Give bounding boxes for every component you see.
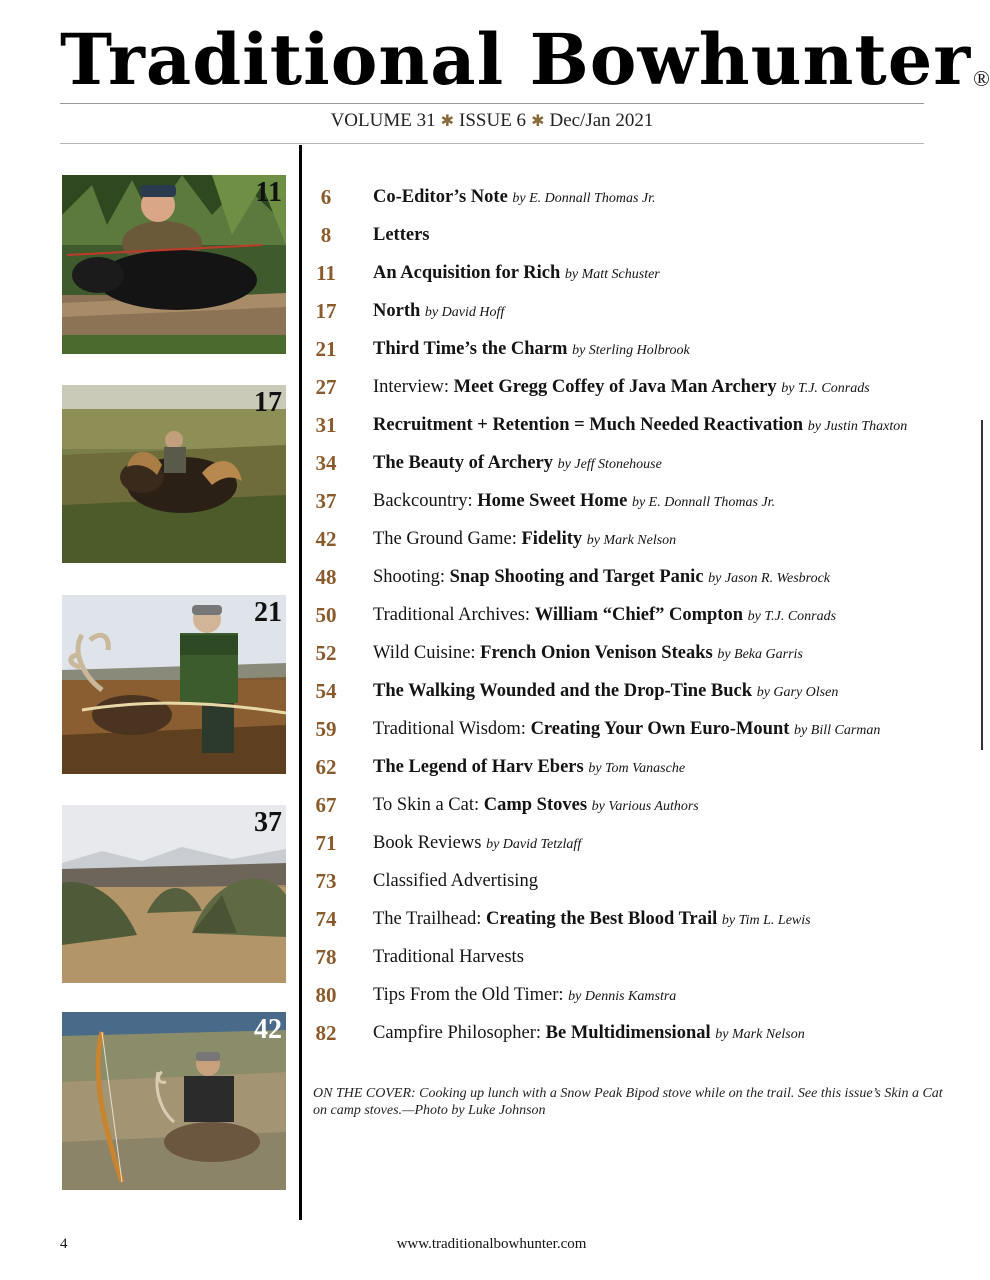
thumbnail-page-number: 11 [255, 177, 282, 208]
toc-title: Creating Your Own Euro-Mount [530, 719, 790, 739]
thumbnail-photo-mule-deer[interactable] [62, 1012, 286, 1190]
toc-entry[interactable] [311, 335, 961, 365]
toc-entry[interactable] [311, 791, 961, 821]
toc-page-number: 31 [315, 413, 337, 437]
toc-page-number: 6 [320, 185, 332, 209]
toc-page-number: 42 [315, 527, 337, 551]
toc-entry[interactable] [311, 753, 961, 783]
toc-department: To Skin a Cat: [373, 795, 484, 815]
toc-title: Home Sweet Home [477, 491, 628, 511]
toc-page-number: 78 [315, 945, 337, 969]
tents-photo-icon [62, 805, 286, 983]
toc-entry[interactable] [311, 297, 961, 327]
toc-title: Third Time’s the Charm [373, 339, 568, 359]
toc-page-number: 82 [315, 1021, 337, 1045]
toc-title: The Walking Wounded and the Drop-Tine Buck [373, 681, 753, 701]
toc-page-number: 17 [315, 299, 337, 323]
toc-byline: by Mark Nelson [586, 533, 677, 548]
toc-text [373, 263, 660, 284]
toc-title: An Acquisition for Rich [373, 263, 561, 283]
toc-page-number: 21 [315, 337, 337, 361]
toc-text [373, 491, 775, 512]
toc-entry[interactable] [311, 905, 961, 935]
masthead-rule [60, 103, 924, 104]
page-number: 4 [60, 1236, 68, 1252]
toc-byline: by E. Donnall Thomas Jr. [631, 495, 776, 510]
toc-title: French Onion Venison Steaks [480, 643, 713, 663]
page-edge-mark [981, 420, 983, 750]
toc-byline: by T.J. Conrads [781, 381, 870, 396]
toc-byline: by Jason R. Wesbrock [708, 571, 830, 586]
toc-department: The Trailhead: [373, 909, 487, 929]
toc-entry[interactable] [311, 525, 961, 555]
toc-department: Traditional Archives: [373, 605, 535, 625]
toc-department: Classified Advertising [373, 871, 538, 891]
toc-text [373, 909, 811, 930]
toc-page-number: 34 [315, 451, 337, 475]
toc-entry[interactable] [311, 487, 961, 517]
toc-byline: by Mark Nelson [715, 1027, 805, 1042]
toc-text [373, 757, 685, 778]
toc-department: Backcountry: [373, 491, 478, 511]
toc-entry[interactable] [311, 715, 961, 745]
thumbnail-photo-moose[interactable] [62, 385, 286, 563]
toc-entry[interactable] [311, 601, 961, 631]
toc-entry[interactable] [311, 829, 961, 859]
toc-entry[interactable] [311, 867, 961, 897]
toc-byline: by Tim L. Lewis [721, 913, 811, 928]
toc-text [373, 529, 676, 550]
toc-byline: by David Hoff [424, 305, 505, 320]
toc-text [373, 871, 538, 892]
toc-page-number: 27 [315, 375, 337, 399]
toc-byline: by Sterling Holbrook [572, 343, 690, 358]
thumbnail-page-number: 42 [254, 1014, 282, 1045]
toc-entry[interactable] [311, 639, 961, 669]
toc-entry[interactable] [311, 677, 961, 707]
toc-department: Traditional Harvests [373, 947, 524, 967]
toc-text [373, 643, 803, 664]
toc-title: Letters [373, 225, 430, 245]
issue-label: ISSUE 6 [459, 110, 527, 131]
thumbnail-page-number: 21 [254, 597, 282, 628]
toc-title: Be Multidimensional [545, 1023, 711, 1043]
thumbnail-photo-tents[interactable] [62, 805, 286, 983]
toc-department: The Ground Game: [373, 529, 522, 549]
toc-entry[interactable] [311, 259, 961, 289]
toc-text [373, 415, 907, 436]
toc-page-number: 48 [315, 565, 337, 589]
column-divider [299, 145, 302, 1220]
toc-byline: by Tom Vanasche [588, 761, 686, 776]
toc-department: Shooting: [373, 567, 450, 587]
toc-entry[interactable] [311, 411, 961, 441]
toc-entry[interactable] [311, 183, 961, 213]
toc-byline: by Jeff Stonehouse [557, 457, 662, 472]
toc-text [373, 605, 836, 626]
toc-title: Camp Stoves [483, 795, 588, 815]
thumbnail-photo-hog[interactable] [62, 175, 286, 354]
toc-entry[interactable] [311, 1019, 961, 1049]
toc-page-number: 71 [315, 831, 337, 855]
toc-department: Tips From the Old Timer: [373, 985, 569, 1005]
toc-page-number: 50 [315, 603, 337, 627]
toc-page-number: 52 [315, 641, 337, 665]
toc-entry[interactable] [311, 449, 961, 479]
registered-mark: ® [973, 66, 990, 91]
toc-byline: by Gary Olsen [756, 685, 839, 700]
toc-title: Co-Editor’s Note [373, 187, 508, 207]
moose-photo-icon [62, 385, 286, 563]
toc-entry[interactable] [311, 373, 961, 403]
toc-page-number: 73 [315, 869, 337, 893]
toc-byline: by Justin Thaxton [807, 419, 908, 434]
toc-text [373, 453, 662, 474]
toc-page-number: 74 [315, 907, 337, 931]
thumbnail-page-number: 17 [254, 387, 282, 418]
toc-entry[interactable] [311, 981, 961, 1011]
toc-entry[interactable] [311, 221, 961, 251]
toc-text [373, 947, 524, 968]
issue-rule [60, 143, 924, 144]
toc-title: Meet Gregg Coffey of Java Man Archery [453, 377, 777, 397]
toc-department: Book Reviews [373, 833, 487, 853]
toc-byline: by T.J. Conrads [747, 609, 837, 624]
toc-text [373, 567, 830, 588]
toc-page-number: 37 [315, 489, 337, 513]
toc-byline: by Various Authors [591, 799, 699, 814]
toc-title: North [373, 301, 421, 321]
toc-title: Snap Shooting and Target Panic [449, 567, 704, 587]
cover-note: ON THE COVER: Cooking up lunch with a Snow Peak Bipod stove while on the trail. See this issue’s Skin a Cat on camp stoves.—Photo by Luke Johnson [313, 1086, 943, 1118]
toc-byline: by Matt Schuster [564, 267, 660, 282]
toc-title: Recruitment + Retention = Much Needed Reactivation [373, 415, 804, 435]
toc-department: Traditional Wisdom: [373, 719, 531, 739]
toc-text [373, 719, 880, 740]
hog-photo-icon [62, 175, 286, 354]
magazine-title: Traditional Bowhunter [60, 18, 972, 101]
toc-page-number: 8 [320, 223, 332, 247]
toc-byline: by Bill Carman [794, 723, 881, 738]
toc-title: Fidelity [521, 529, 583, 549]
toc-page-number: 67 [315, 793, 337, 817]
toc-department: Campfire Philosopher: [373, 1023, 546, 1043]
toc-text [373, 339, 690, 360]
caribou-photo-icon [62, 595, 286, 774]
toc-text [373, 377, 870, 398]
toc-text [373, 681, 838, 702]
volume-label: VOLUME 31 [330, 110, 436, 131]
toc-department: Wild Cuisine: [373, 643, 481, 663]
toc-text [373, 301, 504, 322]
separator-star-icon: ✱ [440, 113, 455, 130]
toc-entry[interactable] [311, 943, 961, 973]
toc-byline: by Dennis Kamstra [568, 989, 677, 1004]
toc-title: The Beauty of Archery [373, 453, 554, 473]
toc-title: William “Chief” Compton [534, 605, 744, 625]
toc-page-number: 54 [315, 679, 337, 703]
toc-text [373, 1023, 805, 1044]
toc-text [373, 985, 676, 1006]
toc-byline: by E. Donnall Thomas Jr. [512, 191, 656, 206]
separator-star-icon: ✱ [531, 113, 545, 130]
toc-page-number: 62 [315, 755, 337, 779]
toc-byline: by David Tetzlaff [486, 837, 582, 852]
toc-title: Creating the Best Blood Trail [486, 909, 718, 929]
masthead [60, 18, 990, 101]
toc-department: Interview: [373, 377, 454, 397]
toc-page-number: 80 [315, 983, 337, 1007]
toc-text [373, 187, 656, 208]
issue-date: Dec/Jan 2021 [549, 110, 654, 131]
toc-text [373, 225, 430, 246]
toc-byline: by Beka Garris [717, 647, 803, 662]
toc-text [373, 795, 699, 816]
toc-page-number: 11 [316, 261, 336, 285]
toc-text [373, 833, 581, 854]
issue-line [60, 110, 924, 132]
thumbnail-page-number: 37 [254, 807, 282, 838]
toc-page-number: 59 [315, 717, 337, 741]
thumbnail-photo-caribou[interactable] [62, 595, 286, 774]
toc-entry[interactable] [311, 563, 961, 593]
website-link[interactable]: www.traditionalbowhunter.com [396, 1236, 587, 1252]
mule-deer-photo-icon [62, 1012, 286, 1190]
toc-title: The Legend of Harv Ebers [373, 757, 584, 777]
